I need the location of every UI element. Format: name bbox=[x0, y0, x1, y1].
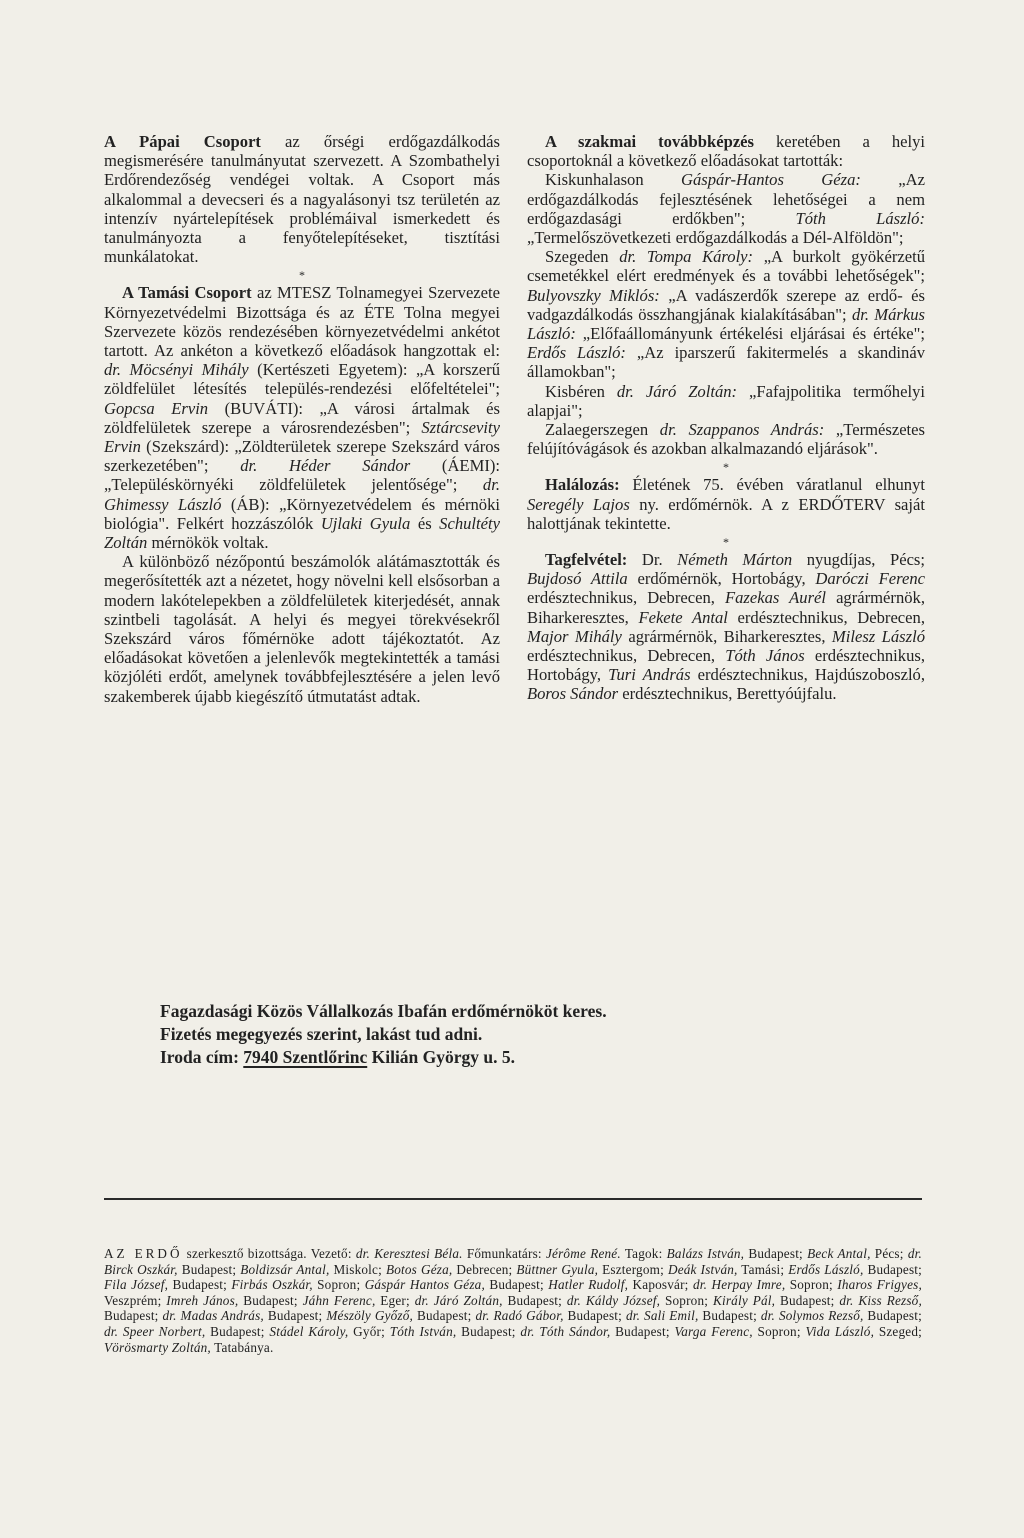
kisber-paragraph bbox=[527, 382, 925, 420]
text-segment: Kiskunhalason bbox=[545, 170, 681, 190]
journal-name: AZ ERDŐ bbox=[104, 1246, 183, 1261]
text-segment: Budapest; bbox=[205, 1323, 270, 1339]
text-segment: Szegeden bbox=[545, 247, 620, 267]
text-segment: Budapest; bbox=[563, 1308, 626, 1324]
person-name: Ujlaki Gyula bbox=[320, 513, 411, 533]
horizontal-divider bbox=[104, 1198, 922, 1200]
text-segment: mérnökök voltak. bbox=[147, 533, 269, 553]
person-name: dr. Járó Zoltán: bbox=[616, 381, 738, 401]
text-segment: erdésztechnikus, Hajdúszoboszló, bbox=[690, 665, 926, 685]
text-segment: erdőmérnök, Hortobágy, bbox=[627, 569, 816, 589]
person-name: dr. Szappanos András: bbox=[659, 420, 825, 440]
person-name: dr. Speer Norbert, bbox=[104, 1323, 206, 1339]
zalaegerszeg-paragraph bbox=[527, 420, 925, 458]
person-name: Mészöly Győző, bbox=[326, 1308, 414, 1324]
address-label: Iroda cím: bbox=[160, 1047, 244, 1067]
text-segment: Pécs; bbox=[870, 1246, 908, 1261]
text-segment: „Az erdőgazdálkodás fejlesztésének lehetőségei a nem erdőgazdasági erdőkben"; bbox=[527, 170, 925, 228]
person-name: Botos Géza, bbox=[385, 1261, 453, 1277]
text-segment: (ÁB): „Környezetvédelem és mérnöki biológia". Felkért hozzászólók bbox=[104, 494, 500, 533]
person-name: Büttner Gyula, bbox=[516, 1261, 599, 1277]
text-segment: Budapest; bbox=[502, 1292, 567, 1308]
person-name: Fazekas Aurél bbox=[724, 588, 826, 608]
text-segment: Zalaegerszegen bbox=[545, 420, 660, 440]
person-name: Vörösmarty Zoltán, bbox=[104, 1339, 211, 1355]
text-segment: Budapest; bbox=[177, 1261, 241, 1277]
text-segment: Tagok: bbox=[620, 1246, 667, 1261]
person-name: Seregély Lajos bbox=[527, 494, 630, 514]
text-segment: Főmunkatárs: bbox=[462, 1246, 546, 1261]
text-segment: Veszprém; bbox=[104, 1292, 167, 1308]
text-segment: nyugdíjas, Pécs; bbox=[792, 550, 926, 570]
text-segment: Kisbéren bbox=[545, 381, 617, 401]
person-name: Balázs István, bbox=[666, 1246, 745, 1261]
text-segment: Budapest; bbox=[744, 1246, 808, 1261]
person-name: Major Mihály bbox=[527, 626, 622, 646]
paragraph-lead: Halálozás: bbox=[545, 475, 620, 495]
text-segment: Eger; bbox=[375, 1292, 415, 1308]
text-segment: Debrecen; bbox=[452, 1261, 517, 1277]
text-segment: (ÁEMI): „Településkörnyéki zöldfelületek jelentősége"; bbox=[104, 456, 500, 495]
person-name: Bujdosó Attila bbox=[527, 569, 628, 589]
person-name: Turi András bbox=[608, 665, 691, 685]
text-segment: „Természetes felújítóvágások és azokban alkalmazandó eljárások". bbox=[527, 420, 925, 459]
text-segment: szerkesztő bizottsága. Vezető: bbox=[182, 1246, 356, 1261]
person-name: dr. Radó Gábor, bbox=[475, 1308, 564, 1324]
person-name: Fekete Antal bbox=[638, 607, 728, 627]
text-segment: (Kertészeti Egyetem): „A korszerű zöldfelület létesítés település-rendezési előfeltételei"; bbox=[104, 360, 500, 399]
person-name: dr. Birck Oszkár, bbox=[104, 1246, 922, 1277]
text-segment: Tamási; bbox=[737, 1261, 789, 1277]
person-name: Varga Ferenc, bbox=[674, 1323, 753, 1339]
person-name: Stádel Károly, bbox=[269, 1323, 349, 1339]
postal-code-city: 7940 Szentlőrinc bbox=[243, 1047, 368, 1067]
paragraph-lead: A szakmai továbbképzés bbox=[545, 132, 755, 151]
text-segment: „A burkolt gyökérzetű csemetékkel elért eredmények és a további lehetőségek"; bbox=[527, 247, 925, 286]
text-segment: Sopron; bbox=[660, 1292, 713, 1308]
person-name: dr. Möcsényi Mihály bbox=[104, 360, 249, 380]
text-segment: Budapest; bbox=[863, 1261, 923, 1277]
paragraph-text: keretében a helyi csoportoknál a következő előadásokat tartották: bbox=[527, 132, 926, 171]
text-segment: agrármérnök, Biharkeresztes, bbox=[621, 626, 832, 646]
section-separator: * bbox=[723, 460, 729, 475]
text-segment: „Az iparszerű fakitermelés a skandináv államokban"; bbox=[527, 343, 925, 382]
ad-line-2: Fizetés megegyezés szerint, lakást tud adni. bbox=[160, 1024, 483, 1044]
person-name: dr. Járó Zoltán, bbox=[414, 1292, 503, 1308]
paragraph-lead: A Pápai Csoport bbox=[104, 132, 261, 151]
paragraph-text: az őrségi erdőgazdálkodás megismerésére tanulmányutat szervezett. A Szombathelyi Erdőrendezőség vendégei voltak. A Csoport más alkalommal a devecseri és a nagyalásonyi tsz területén az intenzív nyártelepítések problémáival ismerkedett és tanulmányozta a fenyőtelepítéseket, tisztítási munkálatokat. bbox=[104, 132, 500, 267]
section-separator: * bbox=[299, 268, 305, 283]
person-name: Boldizsár Antal, bbox=[240, 1261, 330, 1277]
person-name: Fila József, bbox=[104, 1277, 169, 1293]
text-segment: Esztergom; bbox=[598, 1261, 668, 1277]
editorial-board-colophon bbox=[104, 1246, 922, 1355]
person-name: Sztárcsevity Ervin bbox=[104, 417, 500, 457]
person-name: Tóth István, bbox=[389, 1323, 457, 1339]
text-segment: Budapest; bbox=[238, 1292, 303, 1308]
text-segment: erdésztechnikus, Debrecen, bbox=[527, 588, 725, 608]
person-name: dr. Tompa Károly: bbox=[619, 247, 754, 267]
person-name: Gopcsa Ervin bbox=[104, 398, 209, 418]
kiskunhalas-paragraph bbox=[527, 170, 925, 247]
person-name: dr. Solymos Rezső, bbox=[760, 1308, 864, 1324]
text-segment: Budapest; bbox=[168, 1277, 232, 1293]
person-name: Király Pál, bbox=[712, 1292, 776, 1308]
text-segment: Budapest; bbox=[263, 1308, 327, 1324]
person-name: dr. Ghimessy László bbox=[104, 475, 500, 514]
person-name: dr. Káldy József, bbox=[566, 1292, 661, 1308]
szeged-paragraph bbox=[527, 247, 925, 381]
tamasi-csoport-paragraph bbox=[104, 283, 500, 552]
text-segment: Budapest; bbox=[484, 1277, 549, 1293]
text-segment: erdésztechnikus, Hortobágy, bbox=[527, 646, 925, 685]
text-segment: erdésztechnikus, Debrecen, bbox=[527, 646, 726, 666]
section-separator: * bbox=[723, 535, 729, 550]
text-segment: „Előfaállományunk értékelési eljárásai és értéke"; bbox=[575, 324, 925, 344]
text-segment: „Termelőszövetkezeti erdőgazdálkodás a Dél-Alföldön"; bbox=[527, 228, 904, 248]
text-segment: Sopron; bbox=[752, 1323, 806, 1339]
text-segment: agrármérnök, Biharkeresztes, bbox=[527, 588, 925, 627]
person-name: Tóth János bbox=[725, 646, 805, 666]
person-name: Milesz László bbox=[831, 626, 925, 646]
paragraph-lead: Tagfelvétel: bbox=[545, 550, 628, 570]
text-segment: Tatabánya. bbox=[210, 1339, 274, 1355]
person-name: dr. Herpay Imre, bbox=[692, 1277, 786, 1293]
person-name: dr. Madas András, bbox=[162, 1308, 264, 1324]
text-segment: Szeged; bbox=[874, 1323, 922, 1339]
text-segment: Dr. bbox=[627, 550, 678, 570]
text-segment: „Fafajpolitika termőhelyi alapjai"; bbox=[527, 381, 925, 420]
halalozas-paragraph bbox=[527, 475, 925, 533]
text-segment: Budapest; bbox=[456, 1323, 521, 1339]
person-name: Vida László, bbox=[805, 1323, 875, 1339]
person-name: dr. Héder Sándor bbox=[240, 456, 411, 476]
text-segment: Győr; bbox=[348, 1323, 390, 1339]
person-name: Imreh János, bbox=[166, 1292, 239, 1308]
text-segment: az MTESZ Tolnamegyei Szervezete Környezetvédelmi Bizottsága és az ÉTE Tolna megyei Szervezete közös rendezésében környezetvédelmi ankétot tartott. Az ankéton a következő előadások hangzottak el: bbox=[104, 283, 501, 361]
person-name: Daróczi Ferenc bbox=[815, 569, 925, 589]
street-address: Kilián György u. 5. bbox=[367, 1047, 516, 1067]
text-segment: Kaposvár; bbox=[628, 1277, 693, 1293]
text-segment: Budapest; bbox=[698, 1308, 761, 1324]
tagfelvetel-paragraph bbox=[527, 550, 925, 704]
person-name: dr. Tóth Sándor, bbox=[520, 1323, 611, 1339]
text-segment: Budapest; bbox=[610, 1323, 675, 1339]
person-name: Iharos Frigyes, bbox=[837, 1277, 922, 1293]
text-segment: Sopron; bbox=[785, 1277, 838, 1293]
person-name: dr. Keresztesi Béla. bbox=[355, 1246, 463, 1261]
summary-paragraph: A különböző nézőpontú beszámolók alátámasztották és megerősítették azt a nézetet, hogy növelni kell elsősorban a modern lakótelepekben a zöldfelületek kiterjedését, annak szintbeli tagolását. A helyi és megyei törekvésekről Szekszárd város főmérnöke adott tájékoztatót. Az előadásokat követően a jelenlevők megtekintették a tamási közjóléti erdőt, amelynek továbbfejlesztésére a jelen levő szakemberek újabb kiegészítő útmutatást adtak. bbox=[104, 552, 500, 706]
person-name: Erdős László: bbox=[527, 343, 626, 363]
person-name: Firbás Oszkár, bbox=[231, 1277, 313, 1293]
ad-line-3 bbox=[160, 1046, 880, 1069]
person-name: Erdős László, bbox=[788, 1261, 864, 1277]
person-name: Jáhn Ferenc, bbox=[302, 1292, 376, 1308]
person-name: Deák István, bbox=[667, 1261, 738, 1277]
person-name: Jérôme René. bbox=[545, 1246, 621, 1261]
person-name: Gáspár-Hantos Géza: bbox=[681, 170, 861, 190]
person-name: Gáspár Hantos Géza, bbox=[364, 1277, 485, 1293]
person-name: Schultéty Zoltán bbox=[104, 513, 500, 553]
person-name: dr. Kiss Rezső, bbox=[839, 1292, 922, 1308]
person-name: Németh Márton bbox=[677, 550, 793, 570]
text-segment: Budapest; bbox=[413, 1308, 476, 1324]
paragraph-lead: A Tamási Csoport bbox=[122, 283, 252, 303]
text-segment: Budapest; bbox=[104, 1308, 163, 1324]
person-name: Beck Antal, bbox=[807, 1246, 871, 1261]
ad-line-1: Fagazdasági Közös Vállalkozás Ibafán erdőmérnököt keres. bbox=[160, 1001, 607, 1021]
person-name: Boros Sándor bbox=[527, 684, 619, 704]
person-name: dr. Márkus László: bbox=[527, 304, 925, 344]
person-name: Hatler Rudolf, bbox=[548, 1277, 629, 1293]
text-segment: erdésztechnikus, Debrecen, bbox=[727, 607, 925, 627]
person-name: dr. Sali Emil, bbox=[625, 1308, 699, 1324]
job-advertisement bbox=[160, 1000, 880, 1069]
text-segment: Budapest; bbox=[775, 1292, 840, 1308]
text-segment: (BUVÁTI): „A városi ártalmak és zöldfelületek szerepe a városrendezésben"; bbox=[104, 398, 500, 437]
text-segment: „A vadászerdők szerepe az erdő- és vadgazdálkodás összhangjának kialakításában"; bbox=[527, 285, 925, 324]
person-name: Tóth László: bbox=[795, 208, 925, 228]
text-segment: (Szekszárd): „Zöldterületek szerepe Szekszárd város szerkezetében"; bbox=[104, 437, 500, 476]
text-segment: és bbox=[410, 513, 440, 533]
text-segment: Miskolc; bbox=[329, 1261, 386, 1277]
text-segment: Sopron; bbox=[312, 1277, 365, 1293]
tovabbkepzes-paragraph bbox=[527, 132, 925, 170]
papai-csoport-paragraph bbox=[104, 132, 500, 266]
left-column bbox=[104, 132, 500, 706]
text-segment: ny. erdőmérnök. A z ERDŐTERV saját halottjának tekintette. bbox=[527, 494, 926, 533]
person-name: Bulyovszky Miklós: bbox=[527, 285, 660, 305]
right-column bbox=[527, 132, 925, 704]
text-segment: Életének 75. évében váratlanul elhunyt bbox=[619, 475, 925, 495]
text-segment: Budapest; bbox=[863, 1308, 922, 1324]
text-segment: erdésztechnikus, Berettyóújfalu. bbox=[618, 684, 837, 704]
